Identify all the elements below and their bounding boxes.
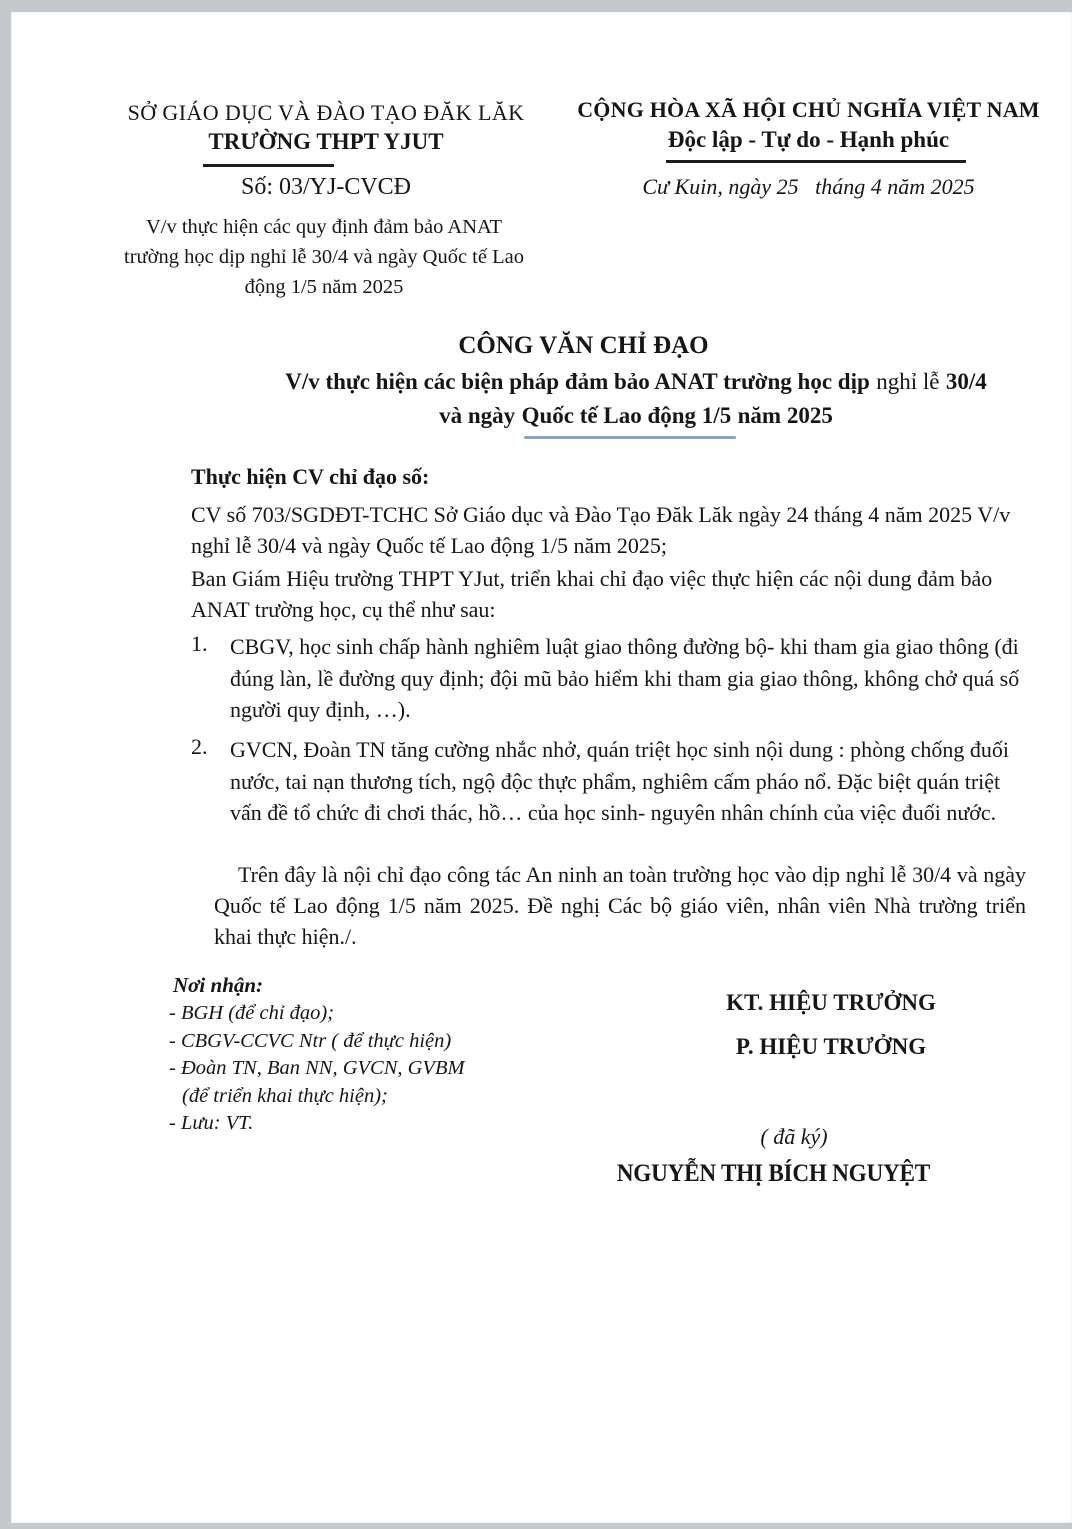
signed-note: ( đã ký) — [760, 1124, 828, 1149]
place-and-date: Cư Kuin, ngày 25 tháng 4 năm 2025 — [642, 174, 975, 199]
subject-line-1: V/v thực hiện các quy định đảm bảo ANAT — [145, 216, 503, 238]
signer-name: NGUYỄN THỊ BÍCH NGUYỆT — [616, 1160, 931, 1187]
recipient-item: - BGH (để chỉ đạo); — [169, 1002, 335, 1024]
document-subject — [79, 212, 569, 302]
body-lead-line: Thực hiện CV chỉ đạo số: — [191, 464, 430, 489]
document-subtitle-line1 — [206, 369, 1066, 395]
list-item-1-number: 1. — [191, 631, 208, 656]
subtitle2-pre: và ngày — [439, 403, 516, 428]
recipients-list — [169, 1000, 499, 1138]
motto-underline — [666, 160, 966, 163]
closing-paragraph: Trên đây là nội chỉ đạo công tác An ninh an toàn trường học vào dịp nghỉ lễ 30/4 và ngày Quốc tế Lao động 1/5 năm 2025. Đề nghị Các bộ giáo viên, nhân viên Nhà trường triển khai thực hiện./. — [214, 862, 1026, 949]
list-item-1-text: CBGV, học sinh chấp hành nghiêm luật giao thông đường bộ- khi tham gia giao thông (đi đúng làn, lề đường quy định; đội mũ bảo hiểm khi tham gia giao thông, không chở quá số người quy định, …). — [230, 634, 1020, 722]
signature-title-vice-principal: P. HIỆU TRƯỞNG — [735, 1034, 927, 1059]
school-name: TRƯỜNG THPT YJUT — [208, 129, 444, 154]
subtitle-bold-date: 30/4 — [945, 369, 987, 394]
subject-line-2: trường học dịp nghỉ lễ 30/4 và ngày Quốc tế Lao — [124, 246, 524, 268]
document-page — [11, 12, 1072, 1523]
blue-spellcheck-underline — [524, 436, 736, 439]
national-motto-line1: CỘNG HÒA XÃ HỘI CHỦ NGHĨA VIỆT NAM — [577, 97, 1040, 122]
signature-title-kt: KT. HIỆU TRƯỞNG — [726, 990, 936, 1015]
body-paragraph-2: Ban Giám Hiệu trường THPT YJut, triển khai chỉ đạo việc thực hiện các nội dung đảm bảo ANAT trường học, cụ thể như sau: — [191, 566, 993, 622]
list-item-2-text: GVCN, Đoàn TN tăng cường nhắc nhở, quán triệt học sinh nội dung : phòng chống đuối nước, tai nạn thương tích, ngộ độc thực phẩm, nghiêm cấm pháo nổ. Đặc biệt quán triệt vấn đề tổ chức đi chơi thác, hồ… của học sinh- nguyên nhân chính của việc đuối nước. — [230, 737, 1010, 825]
document-title: CÔNG VĂN CHỈ ĐẠO — [458, 332, 709, 359]
list-item-2-number: 2. — [191, 734, 208, 759]
body-paragraph-1: CV số 703/SGDĐT-TCHC Sở Giáo dục và Đào Tạo Đăk Lăk ngày 24 tháng 4 năm 2025 V/v nghỉ lễ 30/4 và ngày Quốc tế Lao động 1/5 năm 2025; — [191, 502, 1011, 558]
document-number: Số: 03/YJ-CVCĐ — [240, 174, 412, 200]
subtitle2-post: năm 2025 — [737, 403, 833, 428]
recipient-item: - Lưu: VT. — [169, 1112, 254, 1134]
recipient-item: - CBGV-CCVC Ntr ( để thực hiện) — [169, 1029, 452, 1052]
national-motto-line2: Độc lập - Tự do - Hạnh phúc — [667, 127, 950, 152]
subtitle2-underlined: Quốc tế Lao động 1/5 — [521, 403, 732, 428]
recipients-heading: Nơi nhận: — [173, 973, 264, 997]
subject-line-3: động 1/5 năm 2025 — [244, 276, 404, 298]
document-subtitle-line2 — [206, 403, 1066, 429]
subtitle-regular-part: nghỉ lễ — [876, 369, 940, 394]
school-name-underline — [203, 164, 334, 167]
issuing-department-name: SỞ GIÁO DỤC VÀ ĐÀO TẠO ĐĂK LĂK — [127, 100, 525, 125]
recipient-item-continuation: (để triển khai thực hiện); — [182, 1084, 388, 1107]
subtitle-bold-part: V/v thực hiện các biện pháp đảm bảo ANAT trường học dịp — [285, 369, 870, 394]
recipient-item: - Đoàn TN, Ban NN, GVCN, GVBM — [169, 1057, 465, 1079]
